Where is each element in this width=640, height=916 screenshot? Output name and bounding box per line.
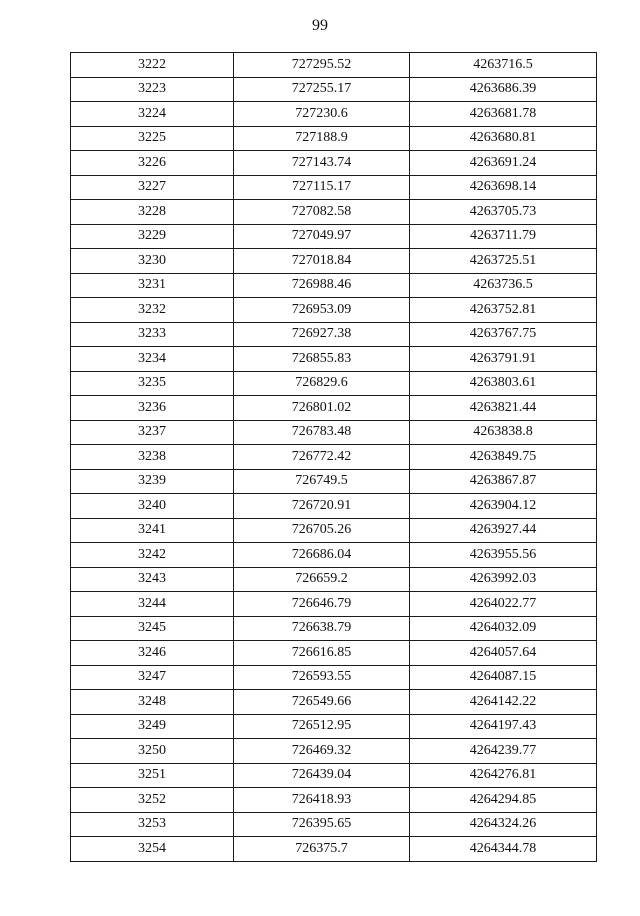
point-number-cell: 3235 <box>71 371 234 396</box>
point-number-cell: 3234 <box>71 347 234 372</box>
x-coordinate-cell: 726439.04 <box>234 763 410 788</box>
x-coordinate-cell: 727018.84 <box>234 249 410 274</box>
table-row <box>71 151 597 176</box>
x-coordinate-cell: 726749.5 <box>234 469 410 494</box>
point-number-cell: 3248 <box>71 690 234 715</box>
y-coordinate-cell: 4263791.91 <box>410 347 597 372</box>
table-row <box>71 567 597 592</box>
point-number-cell: 3242 <box>71 543 234 568</box>
y-coordinate-cell: 4263705.73 <box>410 200 597 225</box>
y-coordinate-cell: 4263767.75 <box>410 322 597 347</box>
x-coordinate-cell: 726659.2 <box>234 567 410 592</box>
point-number-cell: 3238 <box>71 445 234 470</box>
y-coordinate-cell: 4264032.09 <box>410 616 597 641</box>
table-row <box>71 200 597 225</box>
table-row <box>71 322 597 347</box>
point-number-cell: 3229 <box>71 224 234 249</box>
x-coordinate-cell: 726988.46 <box>234 273 410 298</box>
x-coordinate-cell: 727188.9 <box>234 126 410 151</box>
point-number-cell: 3253 <box>71 812 234 837</box>
y-coordinate-cell: 4264239.77 <box>410 739 597 764</box>
point-number-cell: 3237 <box>71 420 234 445</box>
x-coordinate-cell: 726638.79 <box>234 616 410 641</box>
point-number-cell: 3223 <box>71 77 234 102</box>
x-coordinate-cell: 727143.74 <box>234 151 410 176</box>
point-number-cell: 3222 <box>71 53 234 78</box>
y-coordinate-cell: 4264197.43 <box>410 714 597 739</box>
y-coordinate-cell: 4264057.64 <box>410 641 597 666</box>
y-coordinate-cell: 4263927.44 <box>410 518 597 543</box>
table-row <box>71 175 597 200</box>
y-coordinate-cell: 4263736.5 <box>410 273 597 298</box>
table-row <box>71 347 597 372</box>
x-coordinate-cell: 727115.17 <box>234 175 410 200</box>
y-coordinate-cell: 4264276.81 <box>410 763 597 788</box>
point-number-cell: 3239 <box>71 469 234 494</box>
point-number-cell: 3227 <box>71 175 234 200</box>
y-coordinate-cell: 4263725.51 <box>410 249 597 274</box>
table-row <box>71 494 597 519</box>
y-coordinate-cell: 4263904.12 <box>410 494 597 519</box>
y-coordinate-cell: 4263838.8 <box>410 420 597 445</box>
point-number-cell: 3254 <box>71 837 234 862</box>
x-coordinate-cell: 726772.42 <box>234 445 410 470</box>
point-number-cell: 3231 <box>71 273 234 298</box>
y-coordinate-cell: 4263680.81 <box>410 126 597 151</box>
table-row <box>71 714 597 739</box>
table-row <box>71 126 597 151</box>
y-coordinate-cell: 4263867.87 <box>410 469 597 494</box>
x-coordinate-cell: 726953.09 <box>234 298 410 323</box>
point-number-cell: 3245 <box>71 616 234 641</box>
x-coordinate-cell: 727230.6 <box>234 102 410 127</box>
x-coordinate-cell: 726829.6 <box>234 371 410 396</box>
table-row <box>71 396 597 421</box>
page-number: 99 <box>312 17 328 34</box>
table-row <box>71 224 597 249</box>
y-coordinate-cell: 4263716.5 <box>410 53 597 78</box>
point-number-cell: 3228 <box>71 200 234 225</box>
table-row <box>71 837 597 862</box>
y-coordinate-cell: 4264142.22 <box>410 690 597 715</box>
table-body <box>71 53 597 862</box>
y-coordinate-cell: 4263821.44 <box>410 396 597 421</box>
x-coordinate-cell: 726855.83 <box>234 347 410 372</box>
x-coordinate-cell: 726593.55 <box>234 665 410 690</box>
x-coordinate-cell: 726720.91 <box>234 494 410 519</box>
point-number-cell: 3224 <box>71 102 234 127</box>
table-row <box>71 298 597 323</box>
point-number-cell: 3233 <box>71 322 234 347</box>
table-row <box>71 518 597 543</box>
y-coordinate-cell: 4263691.24 <box>410 151 597 176</box>
table-row <box>71 812 597 837</box>
table-row <box>71 273 597 298</box>
table-row <box>71 641 597 666</box>
x-coordinate-cell: 727082.58 <box>234 200 410 225</box>
x-coordinate-cell: 726549.66 <box>234 690 410 715</box>
y-coordinate-cell: 4264087.15 <box>410 665 597 690</box>
table-row <box>71 420 597 445</box>
table-row <box>71 739 597 764</box>
point-number-cell: 3236 <box>71 396 234 421</box>
table-row <box>71 53 597 78</box>
point-number-cell: 3244 <box>71 592 234 617</box>
point-number-cell: 3247 <box>71 665 234 690</box>
point-number-cell: 3250 <box>71 739 234 764</box>
table-row <box>71 102 597 127</box>
table-row <box>71 371 597 396</box>
x-coordinate-cell: 726783.48 <box>234 420 410 445</box>
table-row <box>71 690 597 715</box>
point-number-cell: 3243 <box>71 567 234 592</box>
x-coordinate-cell: 727049.97 <box>234 224 410 249</box>
table-row <box>71 77 597 102</box>
x-coordinate-cell: 726375.7 <box>234 837 410 862</box>
point-number-cell: 3230 <box>71 249 234 274</box>
table-row <box>71 788 597 813</box>
x-coordinate-cell: 726927.38 <box>234 322 410 347</box>
table-row <box>71 469 597 494</box>
point-number-cell: 3225 <box>71 126 234 151</box>
point-number-cell: 3232 <box>71 298 234 323</box>
y-coordinate-cell: 4264022.77 <box>410 592 597 617</box>
point-number-cell: 3249 <box>71 714 234 739</box>
table-row <box>71 592 597 617</box>
table-row <box>71 445 597 470</box>
point-number-cell: 3252 <box>71 788 234 813</box>
y-coordinate-cell: 4264294.85 <box>410 788 597 813</box>
table-row <box>71 665 597 690</box>
coordinates-table <box>70 52 597 862</box>
y-coordinate-cell: 4264324.26 <box>410 812 597 837</box>
x-coordinate-cell: 726616.85 <box>234 641 410 666</box>
x-coordinate-cell: 726686.04 <box>234 543 410 568</box>
table-row <box>71 543 597 568</box>
y-coordinate-cell: 4263711.79 <box>410 224 597 249</box>
table-row <box>71 616 597 641</box>
x-coordinate-cell: 726801.02 <box>234 396 410 421</box>
y-coordinate-cell: 4263849.75 <box>410 445 597 470</box>
x-coordinate-cell: 726512.95 <box>234 714 410 739</box>
y-coordinate-cell: 4263686.39 <box>410 77 597 102</box>
point-number-cell: 3241 <box>71 518 234 543</box>
x-coordinate-cell: 726418.93 <box>234 788 410 813</box>
y-coordinate-cell: 4263955.56 <box>410 543 597 568</box>
table-row <box>71 249 597 274</box>
y-coordinate-cell: 4263752.81 <box>410 298 597 323</box>
x-coordinate-cell: 726469.32 <box>234 739 410 764</box>
x-coordinate-cell: 726646.79 <box>234 592 410 617</box>
point-number-cell: 3226 <box>71 151 234 176</box>
point-number-cell: 3240 <box>71 494 234 519</box>
x-coordinate-cell: 727255.17 <box>234 77 410 102</box>
x-coordinate-cell: 726705.26 <box>234 518 410 543</box>
point-number-cell: 3246 <box>71 641 234 666</box>
y-coordinate-cell: 4263681.78 <box>410 102 597 127</box>
y-coordinate-cell: 4263803.61 <box>410 371 597 396</box>
y-coordinate-cell: 4263992.03 <box>410 567 597 592</box>
table-row <box>71 763 597 788</box>
x-coordinate-cell: 726395.65 <box>234 812 410 837</box>
point-number-cell: 3251 <box>71 763 234 788</box>
x-coordinate-cell: 727295.52 <box>234 53 410 78</box>
y-coordinate-cell: 4263698.14 <box>410 175 597 200</box>
y-coordinate-cell: 4264344.78 <box>410 837 597 862</box>
